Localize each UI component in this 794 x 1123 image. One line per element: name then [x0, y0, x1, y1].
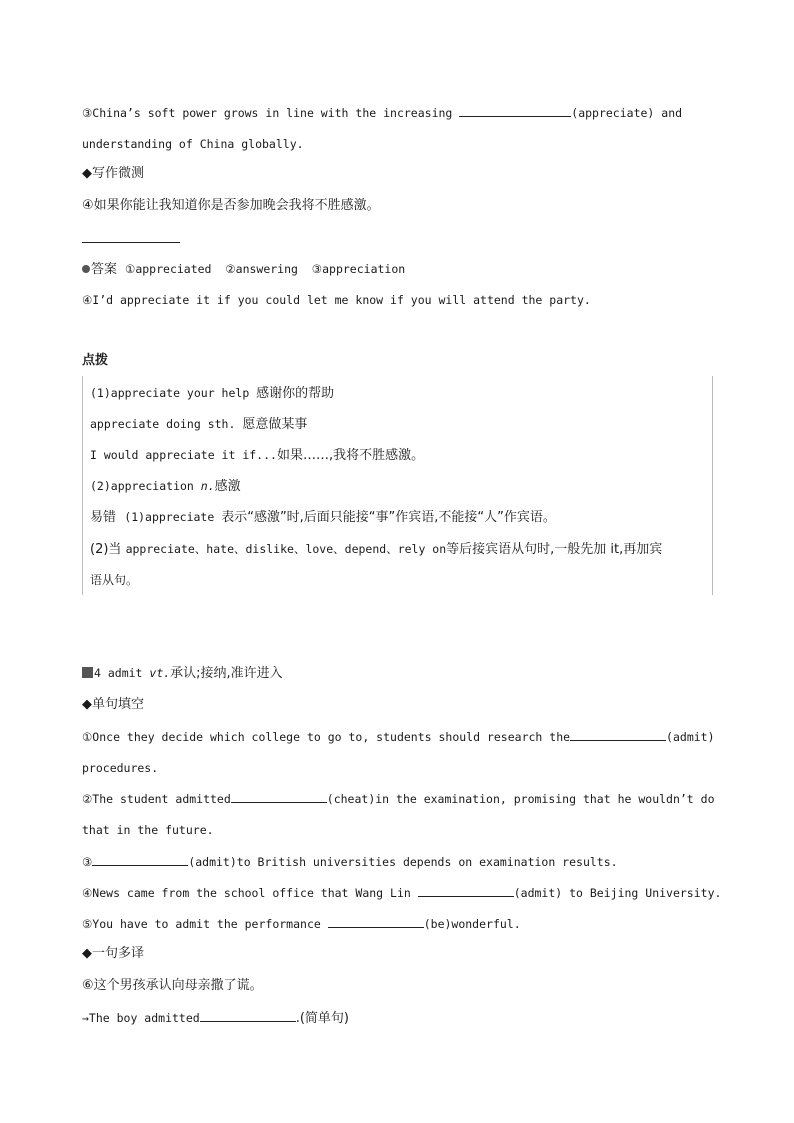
- q-text: ⑤You have to admit the performance: [82, 917, 328, 931]
- answer-blank[interactable]: [570, 729, 666, 741]
- tips-cn: 如果……,我将不胜感激。: [276, 448, 425, 463]
- heading-cn: 承认;接纳,准许进入: [170, 666, 283, 681]
- answer-blank[interactable]: [92, 854, 188, 866]
- q-text: ①Once they decide which college to go to, students should research the: [82, 730, 571, 744]
- tips-cn: 愿意做某事: [242, 417, 308, 432]
- q-text: ④News came from the school office that Wang Lin: [82, 886, 418, 900]
- translation-title: ◆一句多译: [82, 946, 144, 961]
- admit-q1: [82, 729, 715, 745]
- answer-items: ①appreciated ②answering ③appreciation: [125, 262, 406, 276]
- heading-pos: vt.: [149, 666, 171, 680]
- tips-title: 点拨: [82, 353, 109, 368]
- answer-blank[interactable]: [231, 791, 327, 803]
- tips-en: (2)appreciation: [90, 479, 201, 493]
- tips-cn: 感谢你的帮助: [256, 386, 335, 401]
- answer-line-1: [82, 261, 405, 278]
- q-hint: (admit)to British universities depends on examination results.: [188, 855, 618, 869]
- tips-line-2: [90, 416, 307, 433]
- tips-en: (1)appreciate your help: [90, 386, 257, 400]
- tips-en: appreciate、hate、dislike、love、depend、rely on: [125, 542, 447, 556]
- q-text: ②The student admitted: [82, 792, 231, 806]
- q3-text: ③China’s soft power grows in line with the increasing: [82, 106, 460, 120]
- q-hint: (admit): [666, 730, 715, 744]
- admit-q2: [82, 791, 715, 807]
- admit-q4: [82, 885, 721, 901]
- answer-icon: [82, 265, 90, 273]
- admit-q6: ⑥这个男孩承认向母亲撒了谎。: [82, 978, 263, 993]
- answer-blank[interactable]: [418, 885, 514, 897]
- fill-title: ◆单句填空: [82, 697, 144, 712]
- tips-cn: 表示“感激”时,后面只能接“事”作宾语,不能接“人”作宾语。: [221, 510, 556, 525]
- answer-line: [82, 242, 180, 243]
- tips-line-6: [90, 541, 662, 558]
- q-hint: (be)wonderful.: [423, 917, 521, 931]
- admit-q6-answer: [82, 1010, 349, 1027]
- tips-cn: 等后接宾语从句时,一般先加 it,再加宾: [446, 542, 663, 557]
- q3-line1: [82, 105, 682, 121]
- tips-line-4: [90, 478, 241, 495]
- tips-line-7: 语从句。: [90, 573, 139, 587]
- tips-pos: n.: [200, 479, 215, 493]
- answer-q4: ④I’d appreciate it if you could let me know if you will attend the party.: [82, 293, 591, 307]
- writing-title: ◆写作微测: [82, 166, 144, 181]
- tips-en: (1)appreciate: [124, 510, 222, 524]
- admit-q3: [82, 854, 618, 870]
- admit-q5: [82, 916, 521, 932]
- q3-hint: (appreciate) and: [571, 106, 683, 120]
- q3-line2: understanding of China globally.: [82, 137, 304, 151]
- admit-q2-cont: that in the future.: [82, 823, 214, 837]
- tips-line-5: [90, 509, 556, 526]
- q-text: →The boy admitted: [82, 1011, 200, 1025]
- answer-blank[interactable]: [459, 105, 571, 117]
- tips-en: I would appreciate it if...: [90, 448, 277, 462]
- square-bullet-icon: [82, 667, 93, 678]
- admit-heading: [82, 665, 283, 682]
- q-text: ③: [82, 855, 93, 869]
- tips-en: appreciate doing sth.: [90, 417, 243, 431]
- q-hint: .(简单句): [295, 1011, 349, 1026]
- answer-blank[interactable]: [328, 916, 424, 928]
- answer-label: 答案: [91, 262, 118, 277]
- tips-cn: 感激: [214, 479, 241, 494]
- answer-blank[interactable]: [200, 1010, 296, 1022]
- admit-q1-cont: procedures.: [82, 761, 159, 775]
- tips-line-1: [90, 385, 334, 402]
- writing-q4: ④如果你能让我知道你是否参加晚会我将不胜感激。: [82, 198, 380, 213]
- tips-cn: (2)当: [90, 542, 126, 557]
- q-hint: (cheat)in the examination, promising that he wouldn’t do: [326, 792, 715, 806]
- tips-box: [82, 376, 713, 595]
- q-hint: (admit) to Beijing University.: [513, 886, 722, 900]
- tips-cn: 易错: [90, 510, 125, 525]
- heading-num: 4 admit: [94, 666, 150, 680]
- tips-line-3: [90, 447, 424, 464]
